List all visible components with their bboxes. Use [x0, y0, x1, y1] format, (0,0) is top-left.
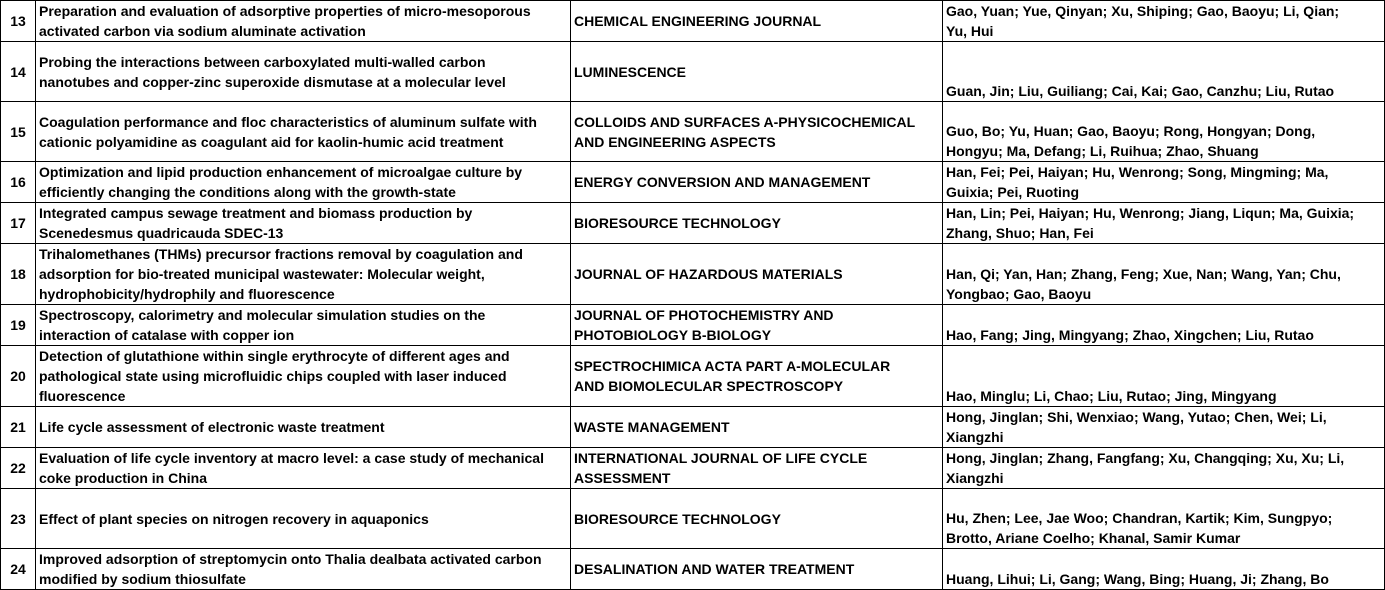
table-row [1, 42, 1385, 102]
article-title-cell-line: nanotubes and copper-zinc superoxide dismutase at a molecular level [39, 73, 506, 90]
journal-cell [571, 346, 943, 407]
article-title-cell-line: Detection of glutathione within single erythrocyte of different ages and [39, 348, 510, 364]
article-title-cell-line: coke production in China [39, 470, 208, 486]
article-title-cell-line: Integrated campus sewage treatment and biomass production by [39, 205, 473, 221]
journal-cell [571, 203, 943, 244]
journal-cell-line: WASTE MANAGEMENT [574, 419, 730, 435]
authors-cell-line: Brotto, Ariane Coelho; Khanal, Samir Kumar [946, 530, 1241, 546]
article-title-cell-line: Improved adsorption of streptomycin onto Thalia dealbata activated carbon [39, 551, 542, 567]
journal-cell [571, 244, 943, 305]
article-title-cell-line: cationic polyamidine as coagulant aid for kaolin-humic acid treatment [39, 133, 504, 150]
article-title-cell-line: hydrophobicity/hydrophily and fluorescence [39, 286, 335, 302]
authors-cell-line: Xiangzhi [946, 429, 1004, 445]
article-title-cell-line: activated carbon via sodium aluminate activation [39, 23, 366, 39]
row-number-cell: 20 [1, 346, 36, 407]
journal-cell [571, 1, 943, 42]
article-title-cell-line: Life cycle assessment of electronic waste treatment [39, 419, 385, 435]
article-title-cell-line: Trihalomethanes (THMs) precursor fractions removal by coagulation and [39, 246, 523, 262]
authors-cell-line: Han, Fei; Pei, Haiyan; Hu, Wenrong; Song, Mingming; Ma, [946, 164, 1329, 180]
journal-cell-line: AND ENGINEERING ASPECTS [574, 133, 776, 150]
authors-cell [943, 203, 1385, 244]
authors-cell-line: Yu, Hui [946, 23, 994, 39]
article-title-cell [36, 42, 571, 102]
journal-cell-line: ENERGY CONVERSION AND MANAGEMENT [574, 174, 871, 190]
journal-cell-line: JOURNAL OF HAZARDOUS MATERIALS [574, 266, 843, 282]
authors-cell [943, 448, 1385, 489]
table-row [1, 162, 1385, 203]
authors-cell-line: Hao, Fang; Jing, Mingyang; Zhao, Xingchen; Liu, Rutao [946, 327, 1314, 343]
article-title-cell-line: Optimization and lipid production enhancement of microalgae culture by [39, 164, 523, 180]
authors-cell [943, 162, 1385, 203]
row-number-cell: 18 [1, 244, 36, 305]
authors-cell-line: Hao, Minglu; Li, Chao; Liu, Rutao; Jing, Mingyang [946, 388, 1277, 404]
article-title-cell [36, 407, 571, 448]
authors-cell-line: Han, Qi; Yan, Han; Zhang, Feng; Xue, Nan; Wang, Yan; Chu, [946, 266, 1341, 282]
authors-cell [943, 489, 1385, 549]
article-title-cell-line: Scenedesmus quadricauda SDEC-13 [39, 225, 284, 241]
journal-cell-line: SPECTROCHIMICA ACTA PART A-MOLECULAR [574, 358, 891, 374]
table-row [1, 489, 1385, 549]
row-number-cell: 22 [1, 448, 36, 489]
journal-cell-line: PHOTOBIOLOGY B-BIOLOGY [574, 327, 772, 343]
article-title-cell-line: efficiently changing the conditions along with the growth-state [39, 184, 456, 200]
table-row [1, 407, 1385, 448]
row-number-cell: 23 [1, 489, 36, 549]
authors-cell [943, 407, 1385, 448]
authors-cell-line: Guo, Bo; Yu, Huan; Gao, Baoyu; Rong, Hongyan; Dong, [946, 123, 1316, 139]
journal-cell-line: LUMINESCENCE [574, 63, 687, 80]
journal-cell [571, 448, 943, 489]
article-title-cell [36, 162, 571, 203]
authors-cell [943, 244, 1385, 305]
row-number-cell: 14 [1, 42, 36, 102]
journal-cell [571, 42, 943, 102]
authors-cell-line: Hong, Jinglan; Shi, Wenxiao; Wang, Yutao; Chen, Wei; Li, [946, 409, 1327, 425]
journal-cell-line: CHEMICAL ENGINEERING JOURNAL [574, 13, 822, 29]
article-title-cell-line: Spectroscopy, calorimetry and molecular simulation studies on the [39, 307, 486, 323]
journal-cell [571, 162, 943, 203]
row-number-cell: 21 [1, 407, 36, 448]
journal-cell [571, 305, 943, 346]
journal-cell-line: JOURNAL OF PHOTOCHEMISTRY AND [574, 307, 834, 323]
article-title-cell [36, 305, 571, 346]
article-title-cell-line: Probing the interactions between carboxylated multi-walled carbon [39, 53, 486, 70]
authors-cell [943, 549, 1385, 590]
journal-cell-line: BIORESOURCE TECHNOLOGY [574, 215, 781, 231]
journal-cell [571, 407, 943, 448]
journal-cell [571, 102, 943, 162]
authors-cell [943, 102, 1385, 162]
article-title-cell-line: pathological state using microfluidic chips coupled with laser induced [39, 368, 507, 384]
article-title-cell-line: Evaluation of life cycle inventory at macro level: a case study of mechanical [39, 450, 544, 466]
authors-cell-line: Han, Lin; Pei, Haiyan; Hu, Wenrong; Jiang, Liqun; Ma, Guixia; [946, 205, 1355, 221]
row-number-cell: 17 [1, 203, 36, 244]
journal-cell-line: BIORESOURCE TECHNOLOGY [574, 510, 781, 527]
authors-cell-line: Hongyu; Ma, Defang; Li, Ruihua; Zhao, Shuang [946, 143, 1259, 159]
article-title-cell [36, 549, 571, 590]
row-number-cell: 24 [1, 549, 36, 590]
article-title-cell-line: adsorption for bio-treated municipal wastewater: Molecular weight, [39, 266, 485, 282]
article-title-cell-line: interaction of catalase with copper ion [39, 327, 295, 343]
table-body [1, 1, 1385, 590]
table-row [1, 102, 1385, 162]
article-title-cell [36, 102, 571, 162]
row-number-cell: 16 [1, 162, 36, 203]
authors-cell-line: Yongbao; Gao, Baoyu [946, 286, 1092, 302]
table-row [1, 305, 1385, 346]
row-number-cell: 19 [1, 305, 36, 346]
authors-cell-line: Gao, Yuan; Yue, Qinyan; Xu, Shiping; Gao, Baoyu; Li, Qian; [946, 3, 1340, 19]
journal-cell [571, 549, 943, 590]
authors-cell-line: Huang, Lihui; Li, Gang; Wang, Bing; Huang, Ji; Zhang, Bo [946, 571, 1329, 587]
journal-cell-line: COLLOIDS AND SURFACES A-PHYSICOCHEMICAL [574, 113, 916, 130]
article-title-cell [36, 203, 571, 244]
table-row [1, 549, 1385, 590]
table-row [1, 346, 1385, 407]
article-title-cell-line: Coagulation performance and floc characteristics of aluminum sulfate with [39, 113, 537, 130]
journal-cell-line: INTERNATIONAL JOURNAL OF LIFE CYCLE [574, 450, 868, 466]
journal-cell-line: ASSESSMENT [574, 470, 671, 486]
article-title-cell [36, 244, 571, 305]
row-number-cell: 15 [1, 102, 36, 162]
table-row [1, 448, 1385, 489]
article-title-cell-line: fluorescence [39, 388, 126, 404]
article-title-cell-line: Preparation and evaluation of adsorptive properties of micro-mesoporous [39, 3, 531, 19]
table-row [1, 1, 1385, 42]
article-title-cell-line: Effect of plant species on nitrogen recovery in aquaponics [39, 510, 429, 527]
authors-cell [943, 305, 1385, 346]
authors-cell [943, 1, 1385, 42]
article-title-cell-line: modified by sodium thiosulfate [39, 571, 246, 587]
table-row [1, 244, 1385, 305]
authors-cell-line: Guixia; Pei, Ruoting [946, 184, 1080, 200]
article-title-cell [36, 489, 571, 549]
article-title-cell [36, 1, 571, 42]
authors-cell [943, 42, 1385, 102]
journal-cell-line: AND BIOMOLECULAR SPECTROSCOPY [574, 378, 844, 394]
article-title-cell [36, 346, 571, 407]
table-row [1, 203, 1385, 244]
article-title-cell [36, 448, 571, 489]
authors-cell [943, 346, 1385, 407]
authors-cell-line: Xiangzhi [946, 470, 1004, 486]
journal-cell [571, 489, 943, 549]
authors-cell-line: Guan, Jin; Liu, Guiliang; Cai, Kai; Gao, Canzhu; Liu, Rutao [946, 83, 1335, 99]
authors-cell-line: Hong, Jinglan; Zhang, Fangfang; Xu, Changqing; Xu, Xu; Li, [946, 450, 1345, 466]
authors-cell-line: Zhang, Shuo; Han, Fei [946, 225, 1094, 241]
authors-cell-line: Hu, Zhen; Lee, Jae Woo; Chandran, Kartik; Kim, Sungpyo; [946, 510, 1333, 526]
journal-cell-line: DESALINATION AND WATER TREATMENT [574, 561, 855, 577]
row-number-cell: 13 [1, 1, 36, 42]
